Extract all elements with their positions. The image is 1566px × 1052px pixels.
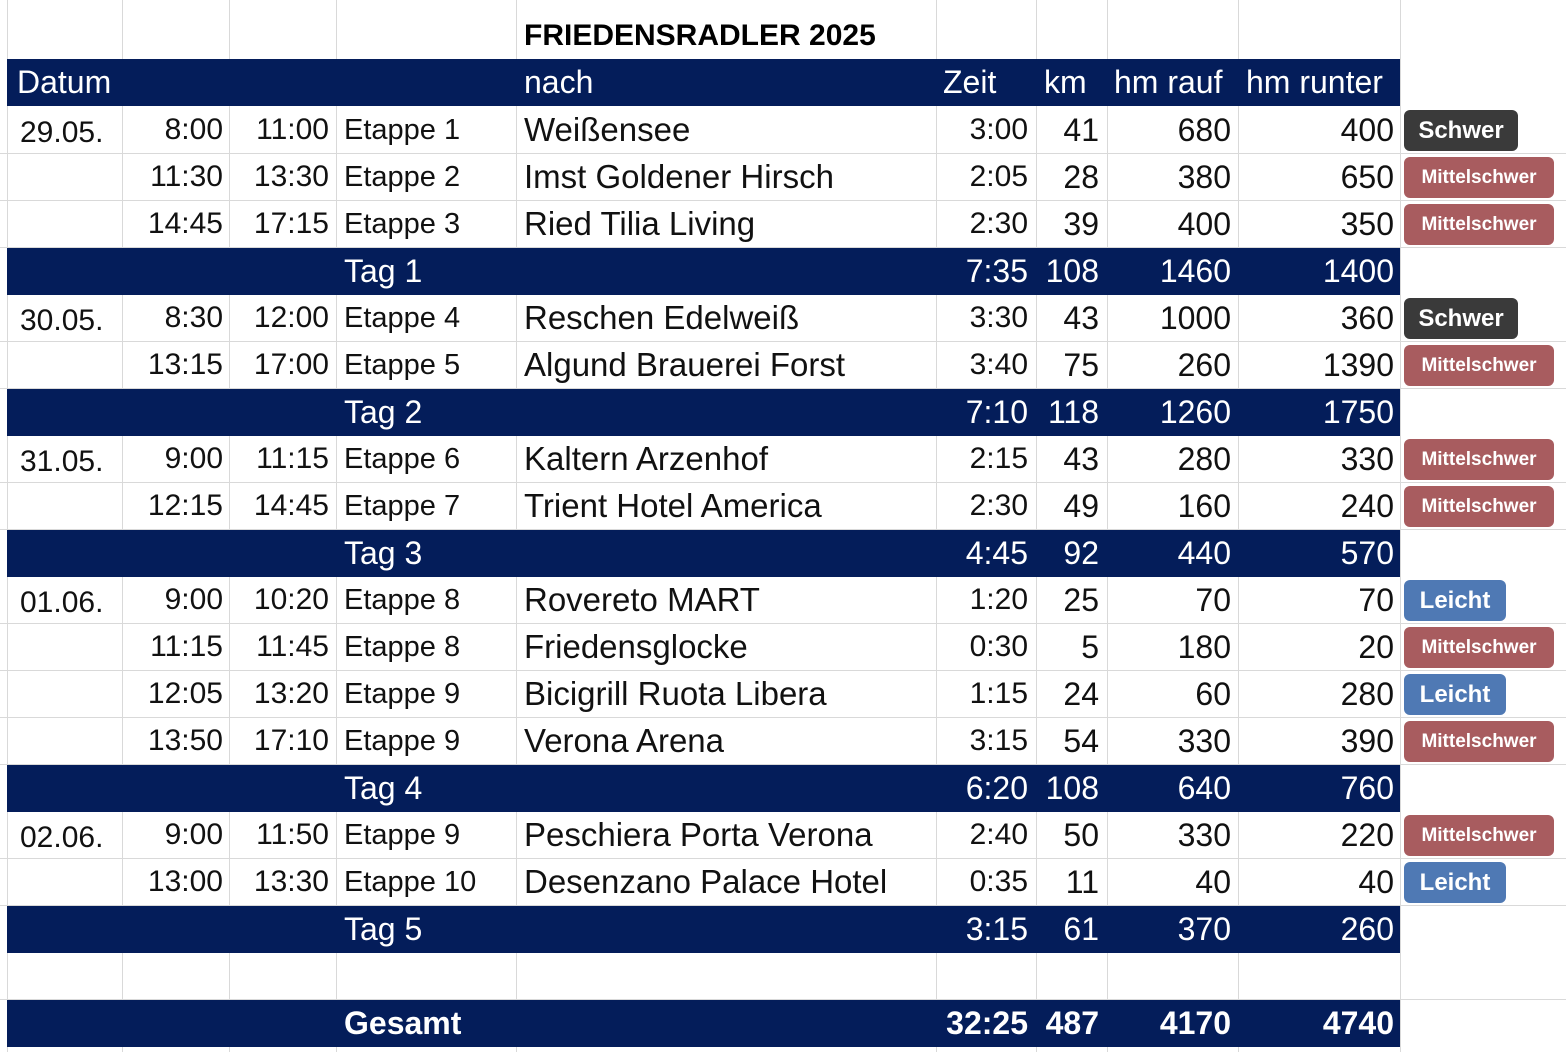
stage-label: Etappe 9	[344, 677, 461, 710]
end-time: 17:15	[253, 207, 329, 240]
empty-row	[0, 953, 1566, 1000]
stage-row	[0, 107, 1566, 154]
distance-km: 50	[1063, 816, 1099, 853]
duration: 3:30	[969, 301, 1028, 334]
difficulty-badge: Mittelschwer	[1404, 439, 1554, 480]
elevation-up: 280	[1177, 440, 1231, 477]
page-title: FRIEDENSRADLER 2025	[524, 19, 876, 52]
stage-row	[0, 295, 1566, 342]
duration: 3:00	[969, 113, 1028, 146]
duration: 2:05	[969, 160, 1028, 193]
total-duration: 3:15	[965, 911, 1028, 947]
destination: Kaltern Arzenhof	[524, 440, 768, 477]
header-km: km	[1044, 64, 1087, 100]
title-row	[0, 14, 1566, 58]
total-elevation-up: 1460	[1159, 253, 1231, 289]
elevation-down: 240	[1340, 487, 1394, 524]
duration: 2:15	[969, 442, 1028, 475]
elevation-down: 390	[1340, 722, 1394, 759]
end-time: 10:20	[253, 583, 329, 616]
difficulty-badge: Mittelschwer	[1404, 627, 1554, 668]
day-total-row	[7, 906, 1400, 953]
total-elevation-up: 4170	[1159, 1005, 1231, 1041]
stage-label: Etappe 8	[344, 630, 461, 663]
total-elevation-up: 370	[1177, 911, 1231, 947]
destination: Friedensglocke	[524, 628, 748, 665]
day-total-row	[7, 248, 1400, 295]
duration: 2:40	[969, 818, 1028, 851]
duration: 1:20	[969, 583, 1028, 616]
header-zeit: Zeit	[943, 64, 997, 100]
total-elevation-up: 640	[1177, 770, 1231, 806]
start-time: 14:45	[147, 207, 223, 240]
total-label: Tag 2	[344, 394, 423, 430]
elevation-down: 400	[1340, 111, 1394, 148]
total-elevation-down: 760	[1340, 770, 1394, 806]
stage-label: Etappe 7	[344, 489, 461, 522]
duration: 0:35	[969, 865, 1028, 898]
distance-km: 25	[1063, 581, 1099, 618]
distance-km: 24	[1063, 675, 1099, 712]
day-total-row	[7, 389, 1400, 436]
total-elevation-up: 440	[1177, 535, 1231, 571]
header-datum: Datum	[17, 64, 112, 100]
elevation-up: 330	[1177, 722, 1231, 759]
elevation-up: 400	[1177, 205, 1231, 242]
total-elevation-down: 4740	[1322, 1005, 1394, 1041]
day-total-row	[7, 530, 1400, 577]
duration: 0:30	[969, 630, 1028, 663]
total-distance: 108	[1045, 770, 1099, 806]
end-time: 14:45	[253, 489, 329, 522]
elevation-up: 260	[1177, 346, 1231, 383]
total-label: Tag 3	[344, 535, 423, 571]
duration: 1:15	[969, 677, 1028, 710]
end-time: 17:00	[253, 348, 329, 381]
distance-km: 43	[1063, 299, 1099, 336]
end-time: 11:00	[256, 113, 329, 146]
day-total-row	[7, 765, 1400, 812]
elevation-down: 350	[1340, 205, 1394, 242]
distance-km: 41	[1063, 111, 1099, 148]
elevation-up: 180	[1177, 628, 1231, 665]
total-distance: 61	[1063, 911, 1099, 947]
duration: 2:30	[969, 489, 1028, 522]
duration: 3:15	[969, 724, 1028, 757]
destination: Algund Brauerei Forst	[524, 346, 845, 383]
start-time: 12:05	[147, 677, 223, 710]
grand-total-row	[7, 1000, 1400, 1047]
stage-label: Etappe 4	[344, 301, 461, 334]
destination: Peschiera Porta Verona	[524, 816, 873, 853]
stage-label: Etappe 6	[344, 442, 461, 475]
elevation-up: 330	[1177, 816, 1231, 853]
date-cell: 30.05.	[20, 304, 104, 337]
end-time: 17:10	[253, 724, 329, 757]
start-time: 11:15	[150, 630, 223, 663]
stage-label: Etappe 9	[344, 724, 461, 757]
start-time: 9:00	[164, 583, 223, 616]
difficulty-badge: Mittelschwer	[1404, 815, 1554, 856]
destination: Rovereto MART	[524, 581, 760, 618]
duration: 3:40	[969, 348, 1028, 381]
total-elevation-down: 570	[1340, 535, 1394, 571]
total-duration: 7:35	[965, 253, 1028, 289]
start-time: 8:30	[164, 301, 223, 334]
elevation-down: 40	[1358, 863, 1394, 900]
stage-row	[0, 624, 1566, 671]
difficulty-badge: Leicht	[1404, 674, 1506, 715]
total-distance: 92	[1063, 535, 1099, 571]
difficulty-badge: Mittelschwer	[1404, 204, 1554, 245]
difficulty-badge: Leicht	[1404, 580, 1506, 621]
stage-label: Etappe 2	[344, 160, 461, 193]
start-time: 13:15	[147, 348, 223, 381]
total-elevation-up: 1260	[1159, 394, 1231, 430]
elevation-up: 380	[1177, 158, 1231, 195]
start-time: 12:15	[147, 489, 223, 522]
stage-row	[0, 577, 1566, 624]
start-time: 8:00	[164, 113, 223, 146]
total-elevation-down: 1400	[1322, 253, 1394, 289]
end-time: 13:30	[253, 160, 329, 193]
start-time: 13:50	[147, 724, 223, 757]
distance-km: 43	[1063, 440, 1099, 477]
header-hm-rauf: hm rauf	[1114, 64, 1223, 100]
destination: Desenzano Palace Hotel	[524, 863, 888, 900]
date-cell: 02.06.	[20, 821, 104, 854]
end-time: 11:45	[256, 630, 329, 663]
elevation-down: 1390	[1322, 346, 1394, 383]
start-time: 9:00	[164, 442, 223, 475]
destination: Ried Tilia Living	[524, 205, 756, 242]
stage-label: Etappe 3	[344, 207, 461, 240]
destination: Weißensee	[524, 111, 691, 148]
start-time: 11:30	[150, 160, 223, 193]
difficulty-badge: Mittelschwer	[1404, 157, 1554, 198]
stage-row	[0, 436, 1566, 483]
distance-km: 75	[1063, 346, 1099, 383]
total-duration: 7:10	[965, 394, 1028, 430]
difficulty-badge: Mittelschwer	[1404, 486, 1554, 527]
distance-km: 54	[1063, 722, 1099, 759]
total-duration: 32:25	[946, 1005, 1028, 1041]
total-elevation-down: 1750	[1322, 394, 1394, 430]
header-hm-runter: hm runter	[1246, 64, 1383, 100]
destination: Bicigrill Ruota Libera	[524, 675, 827, 712]
distance-km: 39	[1063, 205, 1099, 242]
end-time: 13:20	[253, 677, 329, 710]
date-cell: 29.05.	[20, 116, 104, 149]
total-label: Gesamt	[344, 1005, 462, 1041]
start-time: 13:00	[147, 865, 223, 898]
start-time: 9:00	[164, 818, 223, 851]
stage-label: Etappe 1	[344, 113, 461, 146]
total-label: Tag 4	[344, 770, 423, 806]
date-cell: 01.06.	[20, 586, 104, 619]
destination: Trient Hotel America	[524, 487, 822, 524]
stage-label: Etappe 8	[344, 583, 461, 616]
elevation-up: 680	[1177, 111, 1231, 148]
destination: Verona Arena	[524, 722, 724, 759]
stage-row	[0, 671, 1566, 718]
total-elevation-down: 260	[1340, 911, 1394, 947]
distance-km: 49	[1063, 487, 1099, 524]
stage-label: Etappe 10	[344, 865, 477, 898]
difficulty-badge: Leicht	[1404, 862, 1506, 903]
destination: Reschen Edelweiß	[524, 299, 800, 336]
distance-km: 5	[1081, 628, 1099, 665]
total-duration: 4:45	[965, 535, 1028, 571]
header-nach: nach	[524, 64, 594, 100]
elevation-up: 60	[1195, 675, 1231, 712]
distance-km: 28	[1063, 158, 1099, 195]
stage-label: Etappe 5	[344, 348, 461, 381]
difficulty-badge: Mittelschwer	[1404, 345, 1554, 386]
end-time: 13:30	[253, 865, 329, 898]
total-label: Tag 5	[344, 911, 423, 947]
stage-row	[0, 201, 1566, 248]
duration: 2:30	[969, 207, 1028, 240]
stage-row	[0, 859, 1566, 906]
destination: Imst Goldener Hirsch	[524, 158, 834, 195]
header-row	[7, 59, 1400, 106]
elevation-down: 280	[1340, 675, 1394, 712]
stage-label: Etappe 9	[344, 818, 461, 851]
elevation-down: 330	[1340, 440, 1394, 477]
elevation-down: 360	[1340, 299, 1394, 336]
elevation-down: 20	[1358, 628, 1394, 665]
total-duration: 6:20	[965, 770, 1028, 806]
elevation-up: 1000	[1159, 299, 1231, 336]
end-time: 11:15	[256, 442, 329, 475]
end-time: 12:00	[253, 301, 329, 334]
stage-row	[0, 718, 1566, 765]
elevation-down: 650	[1340, 158, 1394, 195]
total-distance: 118	[1047, 394, 1099, 430]
difficulty-badge: Schwer	[1404, 298, 1518, 339]
elevation-up: 70	[1195, 581, 1231, 618]
elevation-up: 40	[1195, 863, 1231, 900]
total-label: Tag 1	[344, 253, 423, 289]
distance-km: 11	[1065, 863, 1099, 900]
total-distance: 487	[1045, 1005, 1099, 1041]
total-distance: 108	[1045, 253, 1099, 289]
elevation-down: 70	[1358, 581, 1394, 618]
elevation-down: 220	[1340, 816, 1394, 853]
stage-row	[0, 483, 1566, 530]
end-time: 11:50	[256, 818, 329, 851]
stage-row	[0, 812, 1566, 859]
stage-row	[0, 342, 1566, 389]
elevation-up: 160	[1177, 487, 1231, 524]
difficulty-badge: Mittelschwer	[1404, 721, 1554, 762]
difficulty-badge: Schwer	[1404, 110, 1518, 151]
stage-row	[0, 154, 1566, 201]
date-cell: 31.05.	[20, 445, 104, 478]
